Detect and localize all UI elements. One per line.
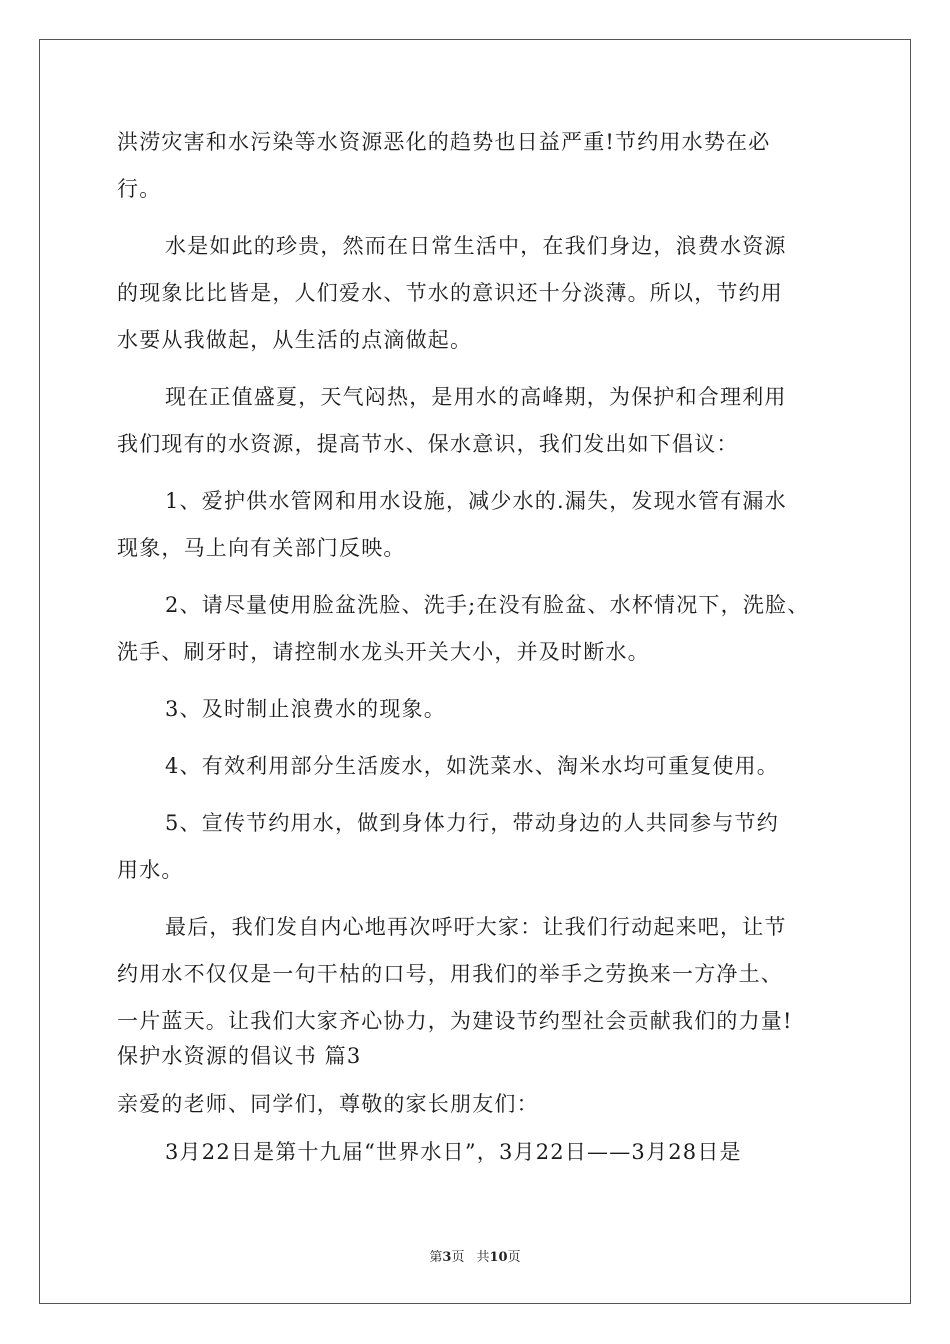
page-prefix: 第 bbox=[429, 1250, 443, 1265]
text-line: 水要从我做起，从生活的点滴做起。 bbox=[117, 328, 473, 352]
text-line: 3月22日是第十九届“世界水日”，3月22日——3月28日是 bbox=[165, 1140, 742, 1164]
section-heading: 保护水资源的倡议书 篇3 bbox=[117, 1044, 362, 1068]
text-line: 洗手、刷牙时，请控制水龙头开关大小，并及时断水。 bbox=[117, 640, 650, 664]
text-line: 的现象比比皆是，人们爱水、节水的意识还十分淡薄。所以，节约用 bbox=[117, 281, 783, 305]
text-line: 一片蓝天。让我们大家齐心协力，为建设节约型社会贡献我们的力量! bbox=[117, 1009, 793, 1033]
total-suffix: 页 bbox=[507, 1250, 521, 1265]
total-pages: 10 bbox=[489, 1250, 508, 1265]
text-line: 现在正值盛夏，天气闷热，是用水的高峰期，为保护和合理利用 bbox=[165, 385, 787, 409]
text-line: 2、请尽量使用脸盆洗脸、洗手;在没有脸盆、水杯情况下，洗脸、 bbox=[165, 593, 810, 617]
text-line: 现象，马上向有关部门反映。 bbox=[117, 536, 406, 560]
page-suffix: 页 bbox=[451, 1250, 465, 1265]
text-line: 5、宣传节约用水，做到身体力行，带动身边的人共同参与节约 bbox=[165, 811, 779, 835]
total-prefix: 共 bbox=[476, 1250, 490, 1265]
salutation: 亲爱的老师、同学们，尊敬的家长朋友们： bbox=[117, 1092, 539, 1116]
text-line: 行。 bbox=[117, 177, 162, 201]
text-line: 水是如此的珍贵，然而在日常生活中，在我们身边，浪费水资源 bbox=[165, 234, 787, 258]
text-line: 我们现有的水资源，提高节水、保水意识，我们发出如下倡议： bbox=[117, 432, 739, 456]
text-line: 约用水不仅仅是一句干枯的口号，用我们的举手之劳换来一方净土、 bbox=[117, 962, 783, 986]
page-number: 3 bbox=[442, 1250, 452, 1265]
text-line: 3、及时制止浪费水的现象。 bbox=[165, 697, 446, 721]
text-line: 1、爱护供水管网和用水设施，减少水的.漏失，发现水管有漏水 bbox=[165, 489, 787, 513]
text-line: 用水。 bbox=[117, 858, 184, 882]
text-line: 最后，我们发自内心地再次呼吁大家：让我们行动起来吧，让节 bbox=[165, 915, 787, 939]
page-footer bbox=[0, 1249, 950, 1267]
text-line: 洪涝灾害和水污染等水资源恶化的趋势也日益严重!节约用水势在必 bbox=[117, 130, 771, 154]
text-line: 4、有效利用部分生活废水，如洗菜水、淘米水均可重复使用。 bbox=[165, 754, 779, 778]
